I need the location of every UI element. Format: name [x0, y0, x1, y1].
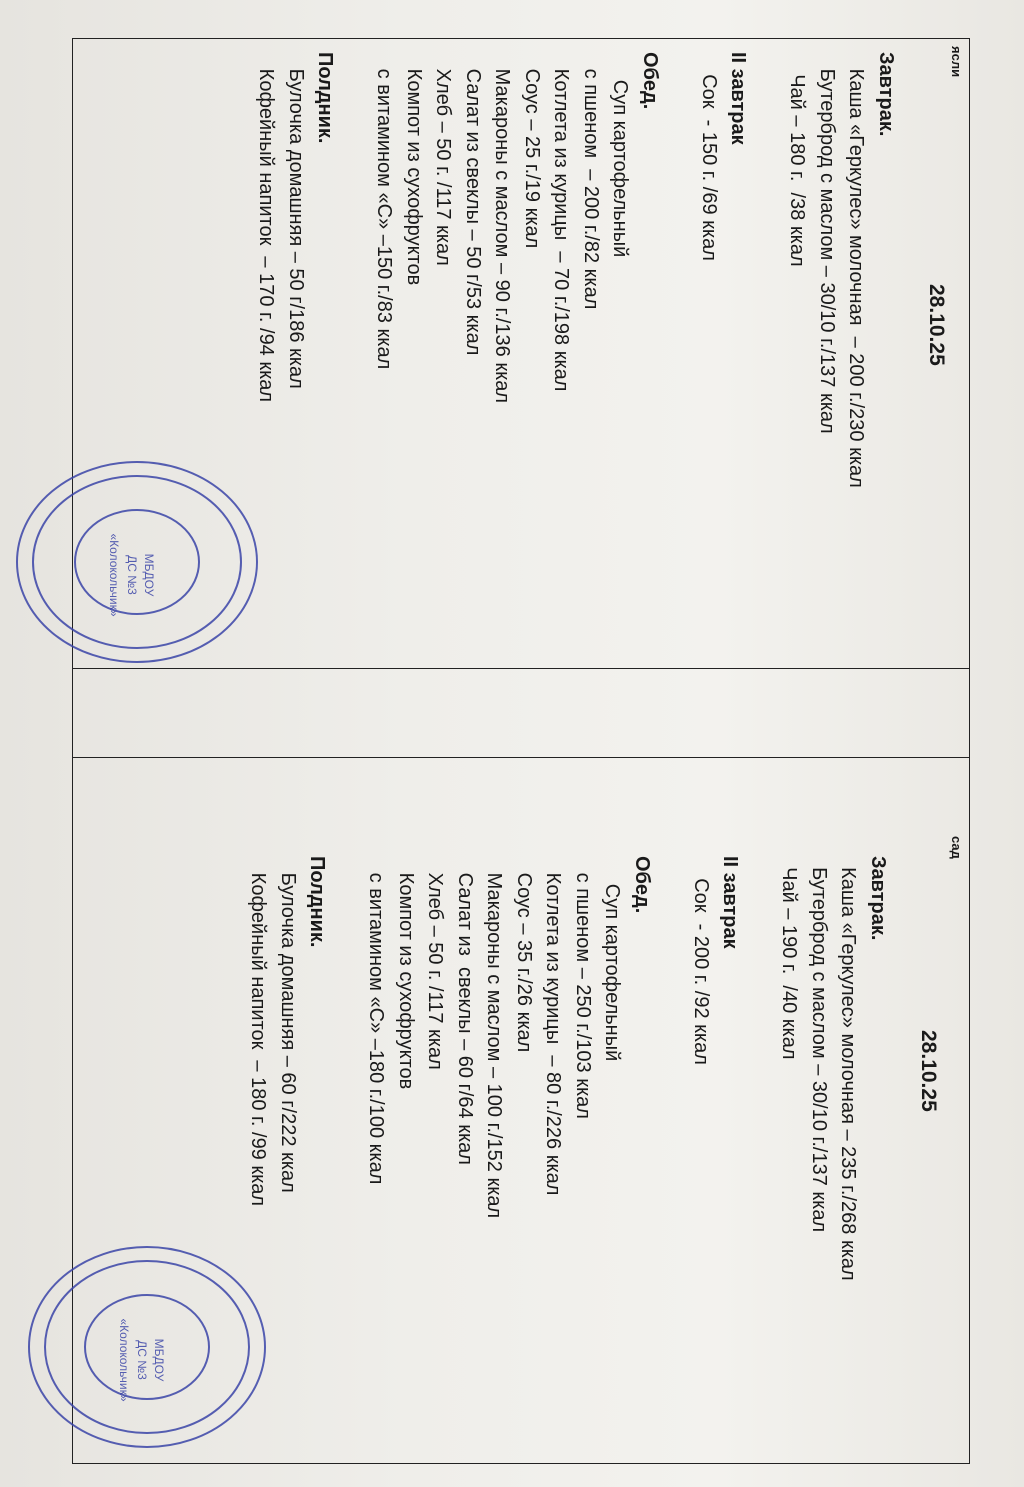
menu-item-line: Соус – 25 г./19 ккал	[521, 52, 543, 249]
stamp-seal-icon	[10, 455, 265, 670]
menu-item-line: Суп картофельный	[601, 856, 624, 1062]
menu-item-line: с витамином «С» –150 г./83 ккал	[373, 52, 396, 370]
menu-item-line: Макароны с маслом – 100 г./152 ккал	[483, 856, 506, 1219]
stamp-seal-icon	[20, 1240, 275, 1455]
official-stamp-bottom	[20, 1240, 275, 1455]
menu-item-line: Котлета из курицы – 80 г./226 ккал	[542, 856, 565, 1196]
svg-text:ДС №3: ДС №3	[125, 555, 139, 595]
menu-item-line: Кофейный напиток – 170 г. /94 ккал	[255, 52, 278, 403]
svg-text:МБДОУ: МБДОУ	[152, 1338, 166, 1382]
menu-item-line	[745, 856, 775, 1281]
menu-item-line: Хлеб – 50 г. /117 ккал	[432, 52, 455, 266]
meal-heading: Завтрак.	[875, 52, 897, 137]
menu-item-line: Салат из свеклы – 60 г/64 ккал	[454, 856, 476, 1165]
menu-item-line: Котлета из курицы – 70 г./198 ккал	[550, 52, 573, 392]
menu-item-line	[332, 856, 362, 1281]
menu-item-line: Каша «Геркулес» молочная – 235 г./268 ккал	[837, 856, 860, 1281]
menu-item-line: Чай – 190 г. /40 ккал	[778, 856, 801, 1060]
menu-item-line: Бутерброд с маслом – 30/10 г./137 ккал	[808, 856, 830, 1233]
svg-text:«Колокольчик»: «Колокольчик»	[117, 1318, 131, 1402]
table-divider-bottom	[72, 757, 970, 758]
menu-item-line: Хлеб – 50 г. /117 ккал	[424, 856, 447, 1070]
menu-item-line: Компот из сухофруктов	[403, 52, 425, 286]
meal-heading: Полдник.	[306, 856, 329, 948]
group-label-yasli: ясли	[949, 46, 964, 78]
menu-item-line	[340, 52, 370, 488]
menu-item-line	[664, 52, 694, 488]
official-stamp-top	[10, 455, 265, 670]
meal-heading: Полдник.	[314, 52, 337, 144]
menu-item-line: с пшеном – 250 г./103 ккал	[572, 856, 594, 1119]
menu-item-line: Компот из сухофруктов	[395, 856, 417, 1090]
menu-item-line: Чай – 180 г. /38 ккал	[786, 52, 809, 267]
meal-heading: Обед.	[639, 52, 661, 110]
menu-item-line: Салат из свеклы – 50 г/53 ккал	[462, 52, 484, 356]
menu-item-line: Соус – 35 г./26 ккал	[513, 856, 535, 1053]
group-label-sad: сад	[949, 836, 964, 859]
meal-heading: II завтрак	[719, 856, 742, 949]
menu-item-line: Бутерброд с маслом – 30/10 г./137 ккал	[816, 52, 838, 434]
menu-item-line: Сок - 150 г. /69 ккал	[698, 52, 720, 261]
menu-item-line: Сок - 200 г. /92 ккал	[690, 856, 712, 1065]
menu-item-line	[753, 52, 783, 488]
meal-heading: Обед.	[631, 856, 653, 914]
menu-item-line: с пшеном – 200 г./82 ккал	[580, 52, 602, 310]
menu-item-line: Булочка домашняя – 50 г/186 ккал	[285, 52, 307, 389]
svg-text:«Колокольчик»: «Колокольчик»	[107, 533, 121, 617]
menu-date-yasli: 28.10.25	[925, 284, 948, 366]
meal-heading: Завтрак.	[867, 856, 889, 941]
menu-item-line: Макароны с маслом – 90 г./136 ккал	[491, 52, 514, 404]
meal-heading: II завтрак	[727, 52, 750, 145]
menu-item-line: Суп картофельный	[609, 52, 632, 258]
menu-lines-yasli	[251, 52, 900, 488]
svg-text:ДС №3: ДС №3	[135, 1340, 149, 1380]
menu-item-line: Каша «Геркулес» молочная – 200 г./230 ккал	[845, 52, 868, 488]
menu-lines-sad	[243, 856, 892, 1281]
menu-date-sad: 28.10.25	[917, 1030, 940, 1112]
menu-item-line: Булочка домашняя – 60 г/222 ккал	[277, 856, 299, 1193]
svg-text:МБДОУ: МБДОУ	[142, 553, 156, 597]
menu-item-line	[656, 856, 686, 1281]
menu-item-line: с витамином «С» –180 г./100 ккал	[365, 856, 388, 1185]
menu-item-line: Кофейный напиток – 180 г. /99 ккал	[247, 856, 270, 1207]
